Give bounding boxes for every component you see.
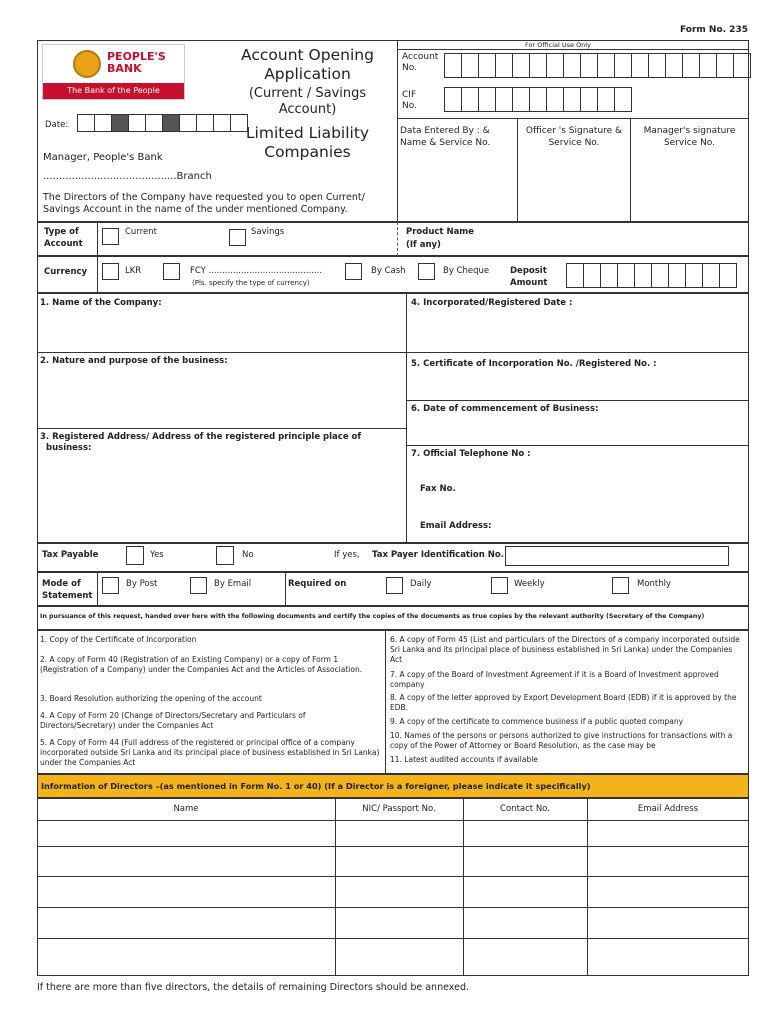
deposit-label: Deposit (510, 266, 547, 276)
fcy-checkbox[interactable] (163, 263, 180, 280)
logo-brand-2: BANK (107, 62, 142, 75)
official-use-header: For Official Use Only (525, 41, 591, 49)
incorporated-date-label[interactable]: 4. Incorporated/Registered Date : (411, 298, 573, 308)
amount-label: Amount (510, 278, 548, 288)
doc-item-6: 6. A copy of Form 45 (List and particulars of the Directors of a company incorporated outside Sri Lanka and its principal place of business established in Sri Lanka) under the Companies Act (390, 635, 740, 664)
nature-business-label[interactable]: 2. Nature and purpose of the business: (40, 356, 228, 366)
by-cash-checkbox[interactable] (345, 263, 362, 280)
directors-header-email: Email Address (637, 804, 699, 814)
directors-header-contact: Contact No. (500, 804, 550, 814)
by-email-checkbox[interactable] (190, 577, 207, 594)
title-line-1: Account Opening (241, 46, 374, 64)
company-details-grid (37, 293, 749, 543)
monthly-checkbox[interactable] (612, 577, 629, 594)
tin-field[interactable] (505, 546, 729, 566)
doc-item-10: 10. Names of the persons or persons authorized to give instructions for transactions with a copy of the Power of Attorney or Board Resolution, as the case may be (390, 731, 733, 750)
currency-label: Currency (44, 267, 88, 277)
doc-item-1: 1. Copy of the Certificate of Incorporation (40, 635, 197, 644)
directors-banner (37, 774, 749, 798)
weekly-checkbox[interactable] (491, 577, 508, 594)
directors-table (37, 798, 749, 976)
officer-signature-label: Officer 's Signature & Service No. (525, 126, 623, 148)
doc-item-3: 3. Board Resolution authorizing the opening of the account (40, 694, 262, 703)
mode-label-1: Mode of (42, 579, 81, 589)
company-name-label[interactable]: 1. Name of the Company: (40, 298, 162, 308)
bank-logo (42, 44, 185, 100)
doc-item-7: 7. A copy of the Board of Investment Agreement if it is a Board of Investment approved company (390, 670, 719, 689)
seal-icon (73, 50, 101, 78)
daily-label: Daily (410, 579, 432, 589)
doc-item-4: 4. A Copy of Form 20 (Change of Directors/Secretary and Particulars of Directors/Secretary) under the Companies Act (40, 711, 306, 730)
intro-text: The Directors of the Company have requested you to open Current/ Savings Account in the name of the under mentioned Company. (43, 192, 365, 215)
deposit-amount-field[interactable] (566, 263, 737, 288)
monthly-label: Monthly (637, 579, 672, 589)
entered-by-label: Data Entered By : & Name & Service No. (400, 126, 491, 148)
weekly-label: Weekly (514, 579, 545, 589)
by-post-label: By Post (126, 579, 158, 589)
by-cheque-label: By Cheque (443, 266, 490, 276)
lkr-checkbox[interactable] (102, 263, 119, 280)
tin-label: Tax Payer Identification No. (372, 550, 504, 560)
daily-checkbox[interactable] (386, 577, 403, 594)
tax-no-label: No (242, 550, 254, 560)
doc-item-9: 9. A copy of the certificate to commence business if a public quoted company (390, 717, 684, 726)
current-checkbox[interactable] (102, 228, 119, 245)
logo-tagline: The Bank of the People (43, 83, 184, 99)
tax-yes-label: Yes (150, 550, 164, 560)
by-email-label: By Email (214, 579, 252, 589)
addressee-branch[interactable]: ..........................................Branch (43, 171, 212, 182)
directors-header-name: Name (173, 804, 199, 814)
by-cheque-checkbox[interactable] (418, 263, 435, 280)
email-label[interactable]: Email Address: (420, 521, 492, 531)
product-name-sub: (If any) (406, 240, 441, 250)
doc-item-8: 8. A copy of the letter approved by Export Development Board (EDB) if it is approved by the EDB. (390, 693, 737, 712)
title-line-4: Account) (278, 102, 337, 117)
directors-banner-text: Information of Directors –(as mentioned in Form No. 1 or 40) (If a Director is a foreigner, please indicate it specifically) (41, 781, 591, 791)
savings-label: Savings (251, 227, 285, 237)
title-line-3: (Current / Savings (248, 86, 367, 101)
lkr-label: LKR (125, 266, 142, 276)
form-number: Form No. 235 (680, 25, 748, 35)
title-line-2: Application (264, 65, 351, 83)
required-on-label: Required on (288, 579, 347, 589)
directors-header-nic: NIC/ Passport No. (362, 804, 436, 814)
footer-note: If there are more than five directors, the details of remaining Directors should be annexed. (37, 982, 470, 993)
if-yes-label: If yes, (334, 550, 360, 560)
cif-no-field[interactable] (444, 87, 632, 112)
title-line-5: Limited Liability (245, 124, 370, 142)
manager-signature-label: Manager's signature Service No. (643, 126, 736, 148)
mode-label-2: Statement (42, 591, 93, 601)
account-no-field[interactable] (444, 53, 751, 78)
registered-address-label-2: business: (46, 443, 92, 453)
account-type-label: Type of Account (44, 227, 83, 249)
by-post-checkbox[interactable] (102, 577, 119, 594)
tax-yes-checkbox[interactable] (126, 546, 144, 565)
title-line-6: Companies (264, 143, 351, 161)
date-field[interactable] (77, 114, 248, 132)
pursuance-text: In pursuance of this request, handed over here with the following documents and certify the copies of the documents as true copies by the relevant authority (Secretary of the Company) (40, 613, 705, 620)
doc-item-5: 5. A Copy of Form 44 (Full address of the registered or principal office of a company incorporated outside Sri Lanka and its principal place of business established in Sri Lanka) under the Companies Act (40, 738, 380, 767)
doc-item-2: 2. A copy of Form 40 (Registration of an Existing Company) or a copy of Form 1 (Registration of a Company) under the Companies Act and the Articles of Association. (40, 655, 363, 674)
product-name-label: Product Name (406, 227, 474, 237)
by-cash-label: By Cash (371, 266, 406, 276)
tax-no-checkbox[interactable] (216, 546, 234, 565)
registered-address-label[interactable]: 3. Registered Address/ Address of the registered principle place of (40, 432, 362, 442)
account-no-label: Account No. (402, 52, 439, 73)
addressee-manager: Manager, People's Bank (43, 152, 163, 163)
cif-no-label: CIF No. (402, 90, 417, 111)
savings-checkbox[interactable] (229, 229, 246, 246)
certificate-no-label[interactable]: 5. Certificate of Incorporation No. /Registered No. : (411, 359, 657, 369)
fcy-label[interactable]: FCY .......................................... (190, 266, 323, 276)
commencement-date-label[interactable]: 6. Date of commencement of Business: (411, 404, 599, 414)
logo-brand-1: PEOPLE'S (107, 50, 166, 63)
fcy-note: (Pls. specify the type of currency) (192, 279, 310, 287)
current-label: Current (125, 227, 157, 237)
telephone-label[interactable]: 7. Official Telephone No : (411, 449, 531, 459)
fax-label[interactable]: Fax No. (420, 484, 456, 494)
tax-payable-label: Tax Payable (42, 550, 99, 560)
doc-item-11: 11. Latest audited accounts if available (390, 755, 538, 764)
date-label: Date: (45, 120, 69, 130)
